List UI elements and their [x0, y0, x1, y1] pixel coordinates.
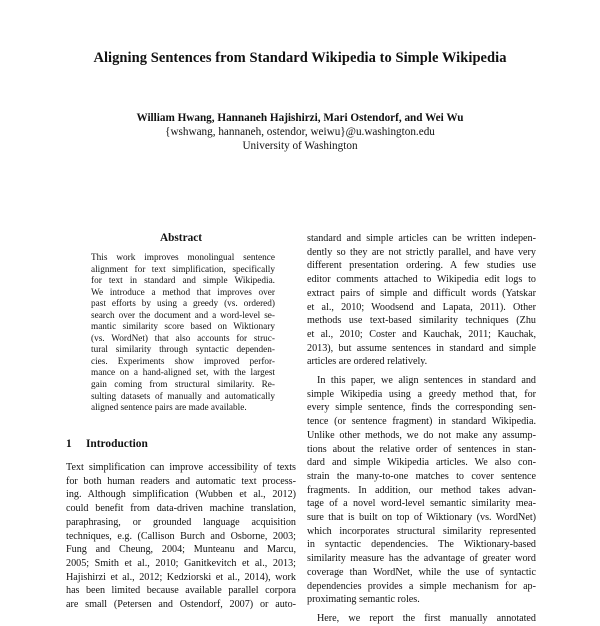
- author-emails: {wshwang, hannaneh, ostendor, weiwu}@u.washington.edu: [165, 126, 435, 138]
- body-line: are small (Petersen and Ostendorf, 2007) or auto-: [66, 599, 296, 611]
- body-line: similarity measure has the advantage of greater word: [307, 553, 536, 565]
- right-column-text: [307, 232, 536, 626]
- body-line: dependencies provides a simple mechanism for ap-: [307, 580, 536, 592]
- abstract-heading: Abstract: [159, 232, 203, 244]
- abstract-line: We introduce a method that improves over: [91, 287, 275, 298]
- abstract-line: mance on a hand-aligned set, with the largest: [91, 368, 275, 379]
- body-line: dently so they are not strictly parallel, and have very: [307, 246, 536, 258]
- body-line: standard and simple articles can be written indepen-: [307, 233, 536, 244]
- body-line: in syntactic dependencies. The Wiktionary-based: [307, 539, 536, 551]
- abstract-line: gain coming from structural similarity. Re-: [91, 380, 275, 391]
- body-line: sure that is built on top of Wiktionary (vs. WordNet): [307, 512, 536, 524]
- section-number: 1: [66, 438, 72, 450]
- body-line: every simple sentence, finds the corresponding sen-: [307, 402, 536, 414]
- body-line: coverage than WordNet, while the use of syntactic: [307, 566, 536, 578]
- body-line: ing. Although simplification (Wubben et al., 2012): [66, 489, 296, 501]
- abstract-line: This work improves monolingual sentence: [91, 253, 275, 263]
- paper-authors: William Hwang, Hannaneh Hajishirzi, Mari Ostendorf, and Wei Wu: [136, 112, 464, 124]
- body-line: paraphrasing, or grounded language acquisition: [66, 516, 296, 528]
- abstract-line: search over the document and a word-level se-: [91, 310, 275, 321]
- body-line: different presentation ordering. A few studies use: [307, 260, 536, 272]
- body-line: simple Wikipedia using a greedy method that, for: [307, 388, 536, 400]
- abstract-line: aligned sentence pairs are made available.: [91, 403, 247, 414]
- body-line: fragments. In addition, our method takes advan-: [307, 484, 536, 496]
- abstract-line: sulting datasets of manually and automatically: [91, 391, 275, 402]
- body-line: Here, we report the first manually annotated: [317, 612, 536, 624]
- body-line: editor comments attached to Wikipedia edit logs to: [307, 274, 536, 286]
- body-line: 2005; Smith et al., 2010; Ganitkevitch et al., 2013;: [66, 557, 296, 569]
- body-line: dard and simple Wikipedia articles. We also con-: [307, 457, 536, 469]
- author-affiliation: University of Washington: [242, 140, 358, 152]
- abstract-body: [91, 253, 275, 415]
- body-line: strain the many-to-one matches to cover sentence: [307, 470, 536, 482]
- paper-title: Aligning Sentences from Standard Wikipedia to Simple Wikipedia: [93, 50, 507, 66]
- body-line: proximating semantic roles.: [307, 594, 420, 606]
- abstract-line: alignment for text simplification, specifically: [91, 264, 275, 275]
- abstract-line: past efforts by using a greedy (vs. ordered): [91, 299, 275, 310]
- section-heading-introduction: [66, 438, 148, 450]
- abstract-line: cies. Experiments show improved perfor-: [91, 356, 275, 367]
- body-line: which incorporates structural similarity represented: [307, 525, 536, 537]
- body-line: tage of a novel word-level semantic similarity mea-: [307, 498, 536, 510]
- body-line: et al., 2010; Coster and Kauchak, 2011; Kauchak,: [307, 328, 536, 340]
- body-line: articles are ordered relatively.: [307, 356, 428, 368]
- abstract-line: mantic similarity score based on Wiktionary: [91, 322, 275, 333]
- body-line: tions about the relative order of sentences in stan-: [307, 443, 536, 455]
- body-line: for both human readers and automatic text process-: [66, 475, 296, 487]
- body-line: 2013), but assume sentences in standard and simple: [307, 342, 536, 354]
- body-line: could benefit from data-driven machine translation,: [66, 503, 296, 515]
- body-line: et al., 2010; Woodsend and Lapata, 2011). Other: [307, 301, 536, 313]
- body-line: Hajishirzi et al., 2012; Kedziorski et al., 2014), work: [66, 571, 296, 583]
- body-line: has been limited because available parallel corpora: [66, 585, 296, 597]
- body-line: tence (or sentence fragment) in standard Wikipedia.: [307, 416, 536, 428]
- body-line: Unlike other methods, we do not make any assump-: [307, 429, 536, 441]
- body-line: In this paper, we align sentences in standard and: [317, 375, 536, 387]
- body-line: techniques, e.g. (Callison Burch and Osborne, 2003;: [66, 530, 296, 542]
- abstract-line: for text in standard and simple Wikipedia.: [91, 276, 275, 287]
- abstract-line: (vs. WordNet) that also accounts for struc-: [91, 333, 275, 344]
- body-line: Fung and Cheung, 2004; Munteanu and Marcu,: [66, 544, 296, 556]
- body-line: methods use text-based similarity techniques (Zhu: [307, 315, 536, 327]
- body-line: extract pairs of simple and difficult words (Yatskar: [307, 287, 536, 299]
- introduction-text: [66, 461, 296, 612]
- abstract-line: tural similarity through syntactic dependen-: [91, 345, 275, 356]
- section-title: Introduction: [86, 438, 148, 450]
- body-line: Text simplification can improve accessibility of texts: [66, 462, 296, 473]
